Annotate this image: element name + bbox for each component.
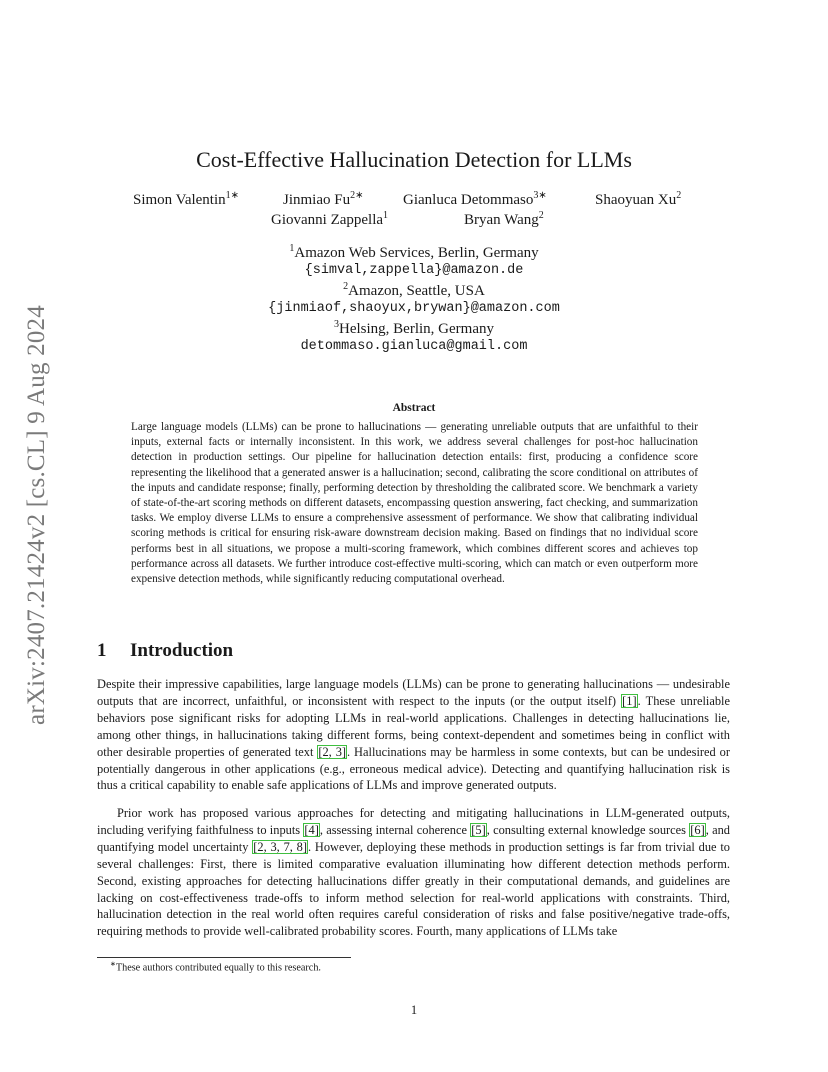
author: Giovanni Zappella$^1$ bbox=[271, 210, 389, 228]
author: Gianluca Detommaso$^{3∗}$ bbox=[403, 190, 547, 208]
intro-paragraph-1: Despite their impressive capabilities, large language models (LLMs) can be prone to generating hallucinations — undesirable outputs that are incorrect, unfaithful, or inconsistent with respect to the inputs (or the output itself) [1]. These unreliable behaviors pose significant risks for adopting LLMs in real-world applications. Challenges in detecting hallucinations lie, among other things, in hallucinations taking different forms, being context-dependent and sometimes being in conflict with other desirable properties of generated text [2, 3]. Hallucinations may be harmless in some contexts, but can be undesired or potentially dangerous in other applications (e.g., erroneous medical advice). Detecting and quantifying hallucination risk is thus a critical capability to enable safe applications of LLMs and improve generated outputs. bbox=[97, 677, 730, 793]
section-heading bbox=[97, 640, 233, 662]
affiliation: $^3$Helsing, Berlin, Germany bbox=[334, 319, 494, 337]
author: Simon Valentin$^{1∗}$ bbox=[133, 190, 240, 208]
author: Jinmiao $Fu^{2∗}$ bbox=[283, 190, 364, 208]
footnote-rule bbox=[97, 957, 351, 958]
author: Bryan Wang$^2$ bbox=[464, 210, 544, 228]
affiliation-email: {jinmiaof,shaoyux,brywan}@amazon.com bbox=[268, 301, 560, 316]
affiliation-email: detommaso.gianluca@gmail.com bbox=[300, 339, 528, 354]
citation-link[interactable]: [5] bbox=[471, 822, 486, 837]
page-number: 1 bbox=[410, 1003, 418, 1017]
citation-link[interactable]: [4] bbox=[304, 822, 319, 837]
citation-link[interactable]: [1] bbox=[622, 693, 637, 708]
citation-link[interactable]: [2, 3] bbox=[318, 744, 347, 759]
section-number: 1 bbox=[97, 640, 107, 661]
arxiv-identifier: arXiv:2407.21424v2 [cs.CL] 9 Aug 2024 bbox=[23, 305, 50, 725]
author: Shaoyuan Xu$^2$ bbox=[595, 190, 682, 208]
paper-title: Cost-Effective Hallucination Detection for LLMs bbox=[196, 147, 632, 172]
footnote: ∗These authors contributed equally to this research. bbox=[110, 960, 321, 974]
citation-link[interactable]: [6] bbox=[690, 822, 705, 837]
abstract-text: Large language models (LLMs) can be prone to hallucinations — generating unreliable outputs that are unfaithful to their inputs, external facts or internally inconsistent. In this work, we address several challenges for post-hoc hallucination detection in production settings. Our pipeline for hallucination detection entails: first, producing a confidence score representing the likelihood that a generated answer is a hallucination; second, calibrating the score conditional on attributes of the inputs and candidate response; finally, performing detection by thresholding the calibrated score. We benchmark a variety of state-of-the-art scoring methods on different datasets, encompassing question answering, fact checking, and summarization tasks. We employ diverse LLMs to ensure a comprehensive assessment of performance. We show that calibrating individual scoring methods is critical for ensuring risk-aware downstream decision making. Based on findings that no individual score performs best in all situations, we propose a multi-scoring framework, which combines different scores and achieves top performance across all datasets. We further introduce cost-effective multi-scoring, which can match or even outperform more expensive detection methods, while significantly reducing computational overhead. bbox=[131, 421, 698, 586]
intro-paragraph-2: Prior work has proposed various approaches for detecting and mitigating hallucinations in LLM-generated outputs, including verifying faithfulness to inputs [4], assessing internal coherence [5], consulting external knowledge sources [6], and quantifying model uncertainty [2, 3, 7, 8]. However, deploying these methods in production settings is far from trivial due to several challenges: First, there is limited comparative evaluation illuminating how different detection methods perform. Second, existing approaches for detecting hallucinations differ greatly in their computational demands, and guidelines are lacking on cost-effectiveness trade-offs to inform method selection for real-world applications with constraints. Third, hallucination detection in the real world often requires careful consideration of risks and false positive/negative trade-offs, requiring methods to provide well-calibrated probability scores. Fourth, many applications of LLMs take bbox=[97, 806, 731, 939]
affiliation-email: {simval,zappella}@amazon.de bbox=[304, 263, 524, 278]
affiliation: $^2$Amazon, Seattle, USA bbox=[343, 281, 485, 299]
section-title: Introduction bbox=[130, 640, 234, 661]
citation-link[interactable]: [2, 3, 7, 8] bbox=[253, 839, 307, 854]
abstract-heading: Abstract bbox=[392, 402, 436, 414]
affiliation: $^1$Amazon Web Services, Berlin, Germany bbox=[289, 243, 539, 261]
